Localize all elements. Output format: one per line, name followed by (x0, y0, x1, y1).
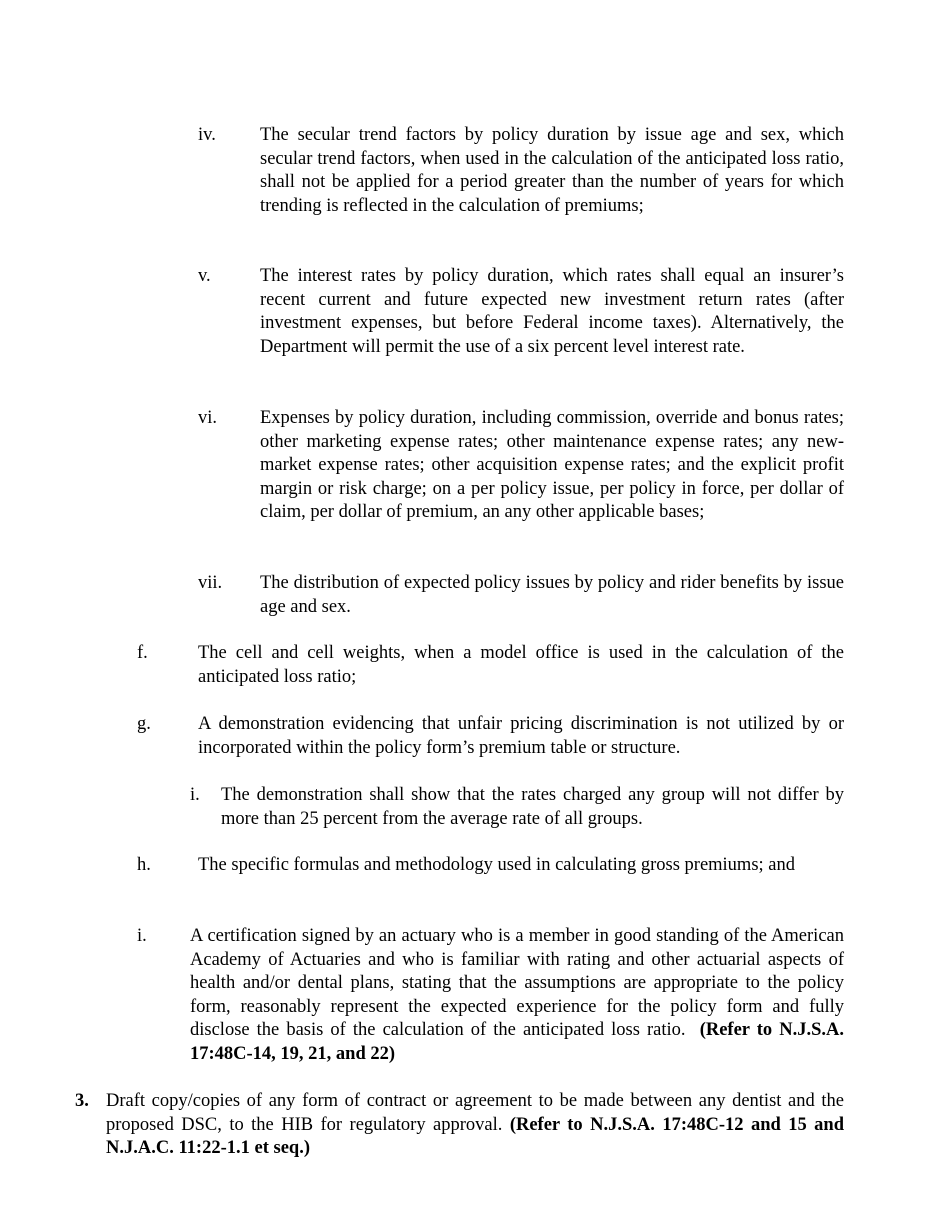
item-marker: v. (198, 266, 211, 286)
item-marker: i. (137, 926, 147, 946)
item-marker: f. (137, 643, 148, 663)
item-marker: iv. (198, 125, 216, 145)
item-paragraph (106, 1090, 844, 1161)
item-paragraph: The demonstration shall show that the rates charged any group will not differ by more than 25 percent from the average rate of all groups. (221, 785, 844, 829)
item-text (260, 572, 844, 619)
item-text (198, 713, 844, 760)
item-paragraph: The secular trend factors by policy duration by issue age and sex, which secular trend factors, when used in the calculation of the anticipated loss ratio, shall not be applied for a period greater than the number of years for which trending is reflected in the calculation of premiums; (260, 125, 844, 216)
item-paragraph: The interest rates by policy duration, which rates shall equal an insurer’s recent current and future expected new investment return rates (after investment expenses, but before Federal income taxes). Alternatively, the Department will permit the use of a six percent level interest rate. (260, 266, 844, 357)
item-text (260, 265, 844, 359)
item-body: Draft copy/copies of any form of contract or agreement to be made between any dentist and the proposed DSC, to the HIB for regulatory approval. (106, 1091, 844, 1135)
statute-reference: (Refer to N.J.S.A. 17:48C-12 and 15 and N.J.A.C. 11:22-1.1 et seq.) (106, 1114, 845, 1158)
item-paragraph (190, 925, 844, 1066)
item-marker: vii. (198, 573, 223, 593)
item-marker: h. (137, 855, 151, 875)
item-paragraph: A demonstration evidencing that unfair pricing discrimination is not utilized by or incorporated within the policy form’s premium table or structure. (198, 714, 844, 758)
item-text (260, 407, 844, 525)
item-paragraph: The distribution of expected policy issues by policy and rider benefits by issue age and sex. (260, 573, 844, 617)
item-text (106, 1090, 844, 1161)
item-marker: 3. (75, 1091, 89, 1111)
item-text (198, 642, 844, 689)
item-paragraph: The cell and cell weights, when a model office is used in the calculation of the anticipated loss ratio; (198, 643, 844, 687)
item-marker: g. (137, 714, 151, 734)
item-text (260, 124, 844, 218)
item-paragraph: The specific formulas and methodology used in calculating gross premiums; and (198, 855, 795, 875)
item-body: A certification signed by an actuary who is a member in good standing of the American Academy of Actuaries and who is familiar with rating and other actuarial aspects of health and/or dental plans, stating that the assumptions are appropriate to the policy form, reasonably represent the expected experience for the policy form and fully disclose the basis of the calculation of the anticipated loss ratio. (190, 926, 844, 1040)
item-paragraph: Expenses by policy duration, including commission, override and bonus rates; other marketing expense rates; other maintenance expense rates; any new-market expense rates; other acquisition expense rates; and the explicit profit margin or risk charge; on a per policy issue, per policy in force, per dollar of claim, per dollar of premium, an any other applicable bases; (260, 408, 844, 522)
item-text (190, 925, 844, 1066)
item-marker: vi. (198, 408, 218, 428)
item-text (198, 854, 844, 878)
statute-reference: (Refer to N.J.S.A. 17:48C-14, 19, 21, and 22) (190, 1020, 844, 1064)
item-marker: i. (190, 785, 200, 805)
item-text (221, 784, 844, 831)
